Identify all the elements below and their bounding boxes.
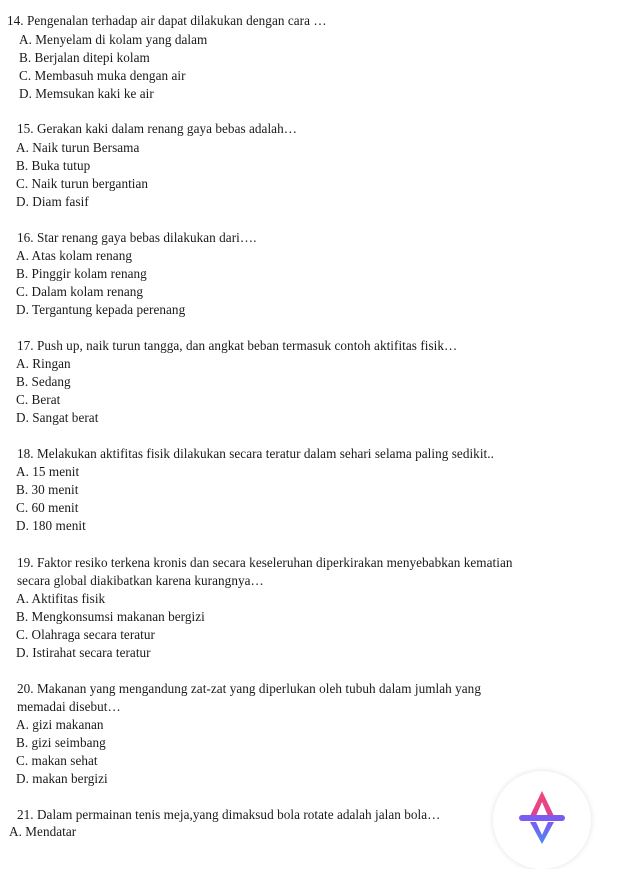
option-16-a: A. Atas kolam renang — [16, 248, 132, 263]
option-17-a: A. Ringan — [16, 356, 71, 371]
question-19-cont: secara global diakibatkan karena kurangnya… — [17, 573, 264, 588]
question-18: 18. Melakukan aktifitas fisik dilakukan secara teratur dalam sehari selama paling sedikit.. — [17, 446, 494, 461]
option-21-a: A. Mendatar — [9, 824, 77, 839]
option-15-d: D. Diam fasif — [16, 194, 89, 209]
option-14-b: B. Berjalan ditepi kolam — [19, 50, 150, 65]
question-19: 19. Faktor resiko terkena kronis dan secara keseleruhan diperkirakan menyebabkan kematian — [17, 555, 513, 570]
app-logo-badge[interactable] — [493, 771, 591, 869]
option-18-c: C. 60 menit — [16, 500, 79, 515]
option-18-d: D. 180 menit — [16, 518, 86, 533]
option-17-c: C. Berat — [16, 392, 61, 407]
option-15-b: B. Buka tutup — [16, 158, 91, 173]
option-20-b: B. gizi seimbang — [16, 735, 106, 750]
option-15-a: A. Naik turun Bersama — [16, 140, 140, 155]
option-19-a: A. Aktifitas fisik — [16, 591, 106, 606]
question-16: 16. Star renang gaya bebas dilakukan dari…. — [17, 230, 257, 245]
option-16-b: B. Pinggir kolam renang — [16, 266, 147, 281]
option-17-b: B. Sedang — [16, 374, 71, 389]
option-19-c: C. Olahraga secara teratur — [16, 627, 155, 642]
option-14-a: A. Menyelam di kolam yang dalam — [19, 32, 208, 47]
option-20-a: A. gizi makanan — [16, 717, 104, 732]
option-20-c: C. makan sehat — [16, 753, 98, 768]
option-19-b: B. Mengkonsumsi makanan bergizi — [16, 609, 205, 624]
option-18-a: A. 15 menit — [16, 464, 80, 479]
option-14-c: C. Membasuh muka dengan air — [19, 68, 186, 83]
option-17-d: D. Sangat berat — [16, 410, 99, 425]
question-17: 17. Push up, naik turun tangga, dan angkat beban termasuk contoh aktifitas fisik… — [17, 338, 458, 353]
question-14: 14. Pengenalan terhadap air dapat dilakukan dengan cara … — [7, 13, 327, 28]
option-20-d: D. makan bergizi — [16, 771, 108, 786]
option-16-c: C. Dalam kolam renang — [16, 284, 144, 299]
option-19-d: D. Istirahat secara teratur — [16, 645, 151, 660]
option-16-d: D. Tergantung kepada perenang — [16, 302, 186, 317]
option-14-d: D. Memsukan kaki ke air — [19, 86, 154, 101]
app-logo-icon — [517, 789, 567, 845]
question-21: 21. Dalam permainan tenis meja,yang dimaksud bola rotate adalah jalan bola… — [17, 807, 441, 822]
option-18-b: B. 30 menit — [16, 482, 79, 497]
question-20-cont: memadai disebut… — [17, 699, 121, 714]
question-15: 15. Gerakan kaki dalam renang gaya bebas adalah… — [17, 121, 297, 136]
option-15-c: C. Naik turun bergantian — [16, 176, 149, 191]
question-20: 20. Makanan yang mengandung zat-zat yang diperlukan oleh tubuh dalam jumlah yang — [17, 681, 481, 696]
